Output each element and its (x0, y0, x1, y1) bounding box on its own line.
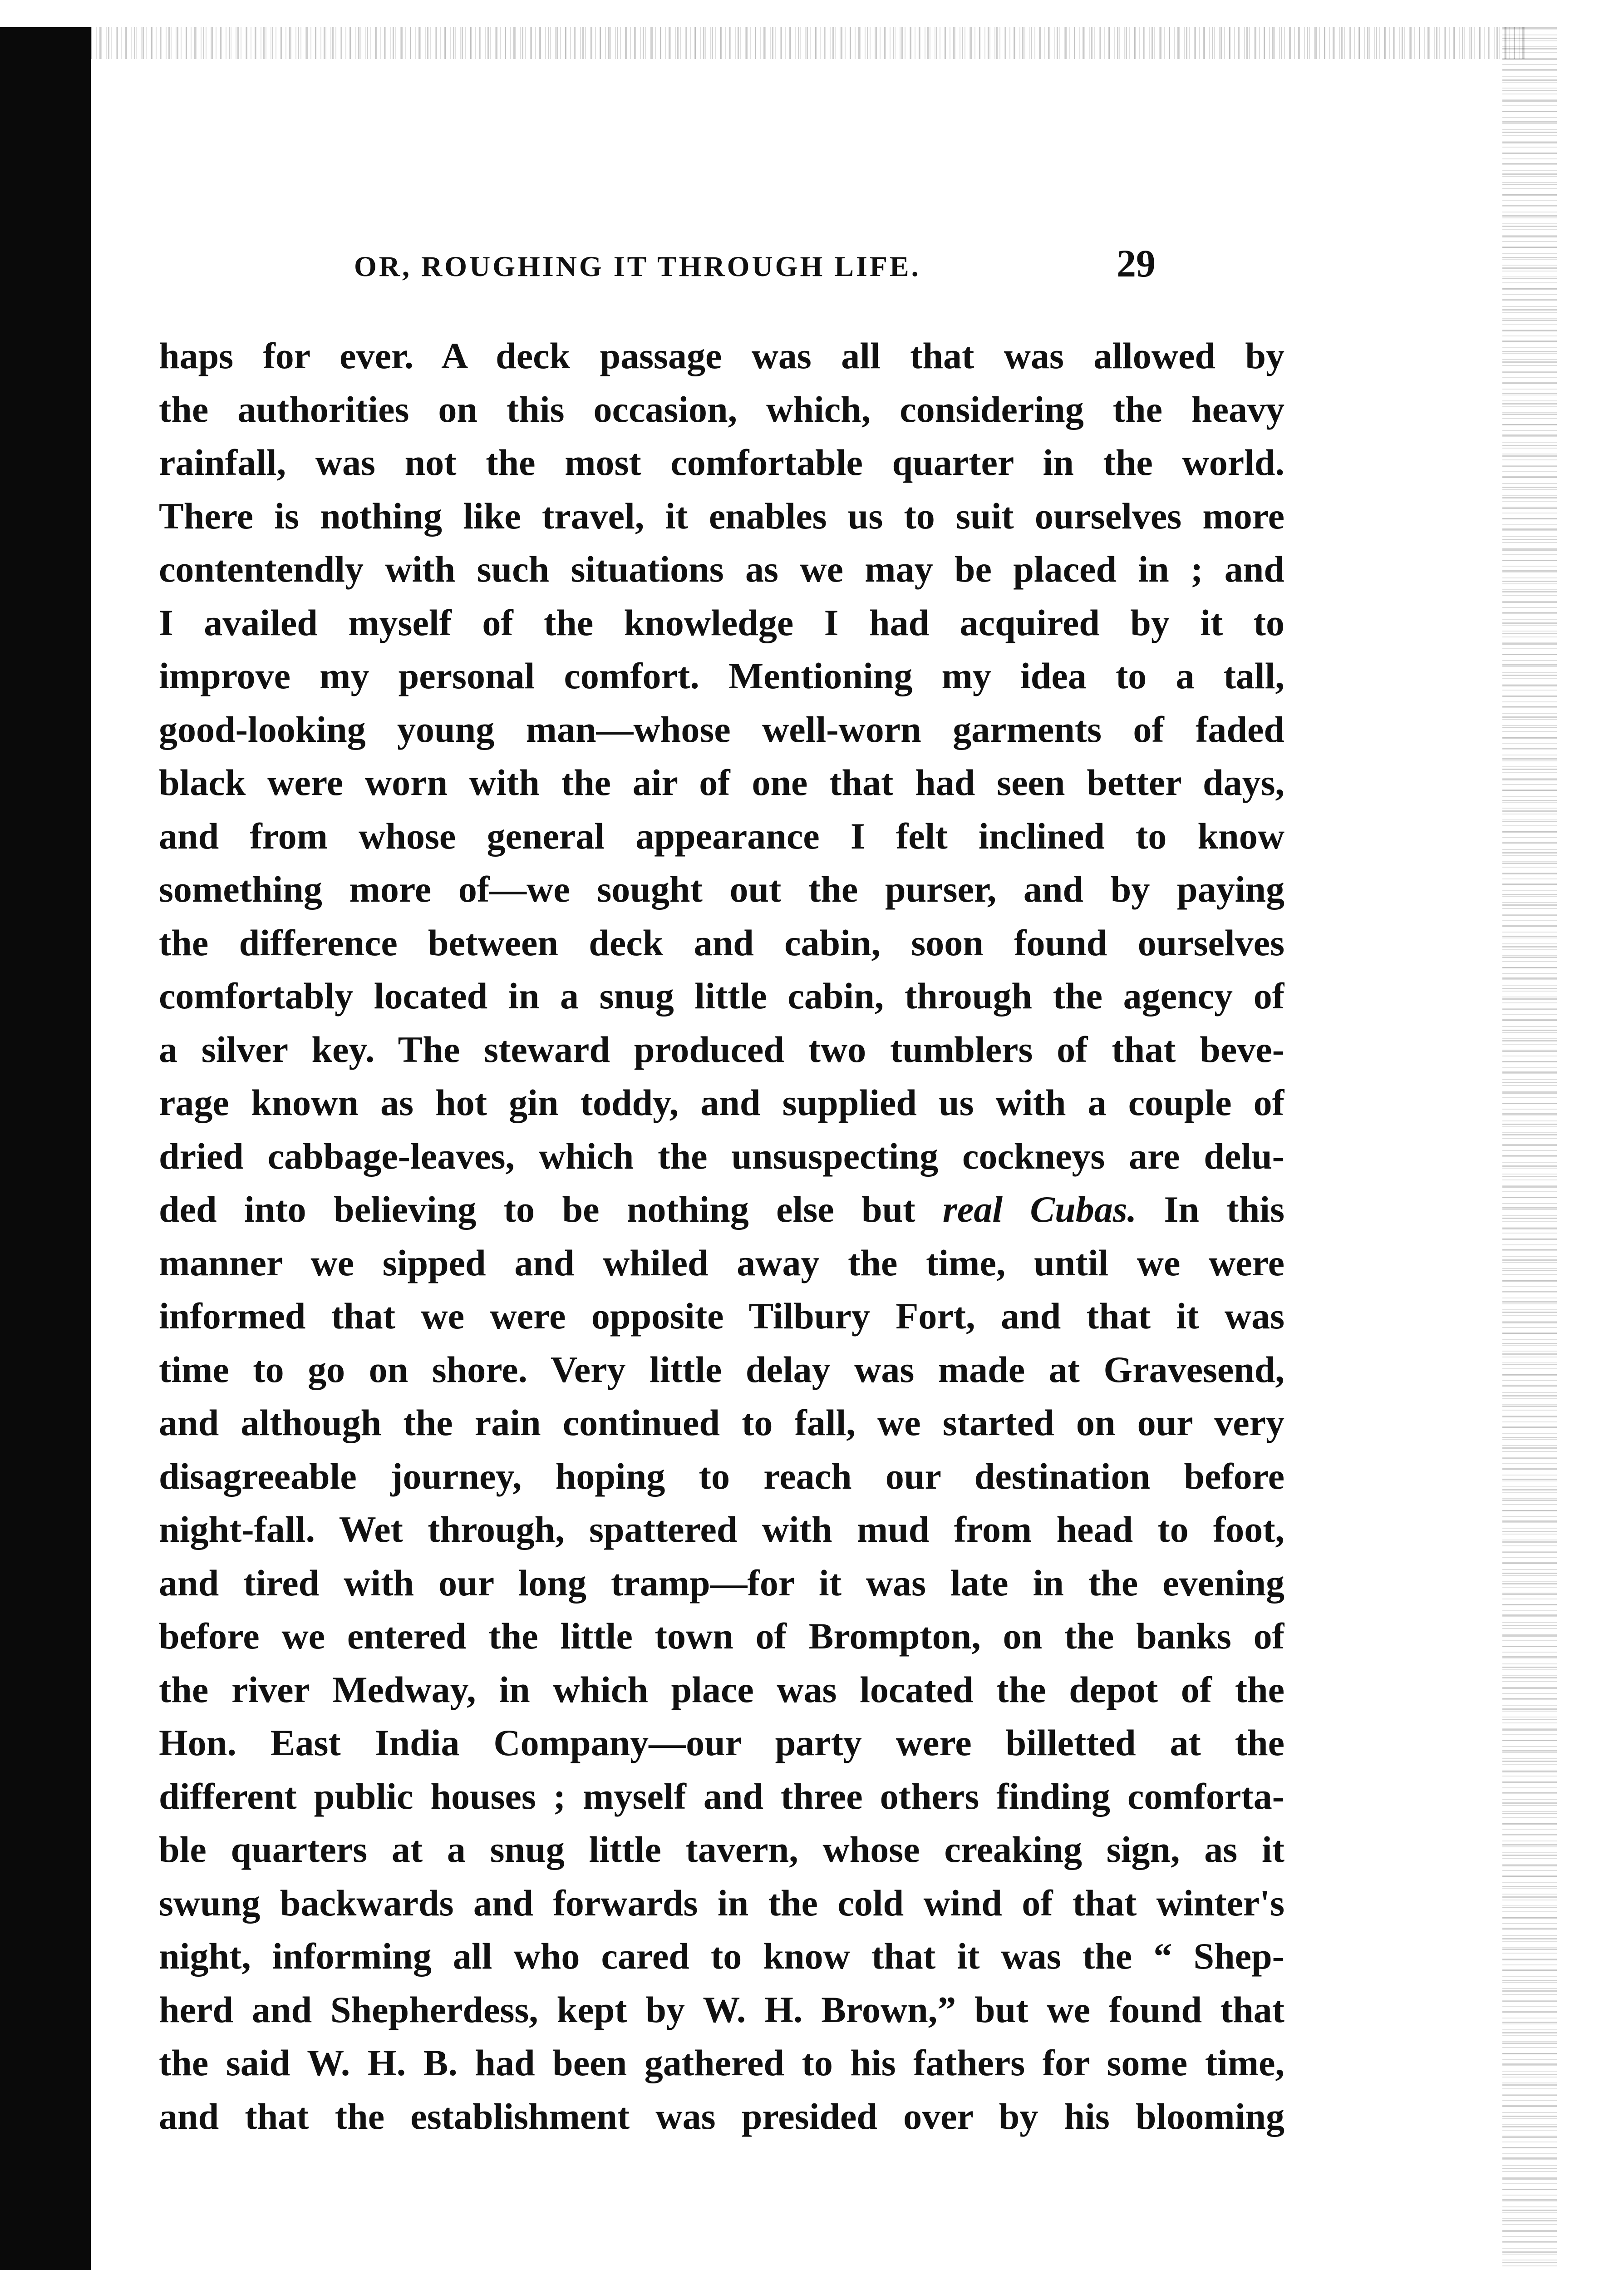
text-line: comfortably located in a snug little cabin, through the agency of (159, 975, 1284, 1017)
page-number: 29 (1117, 242, 1156, 285)
text-line: the authorities on this occasion, which, considering the heavy (159, 388, 1284, 430)
text-line: ble quarters at a snug little tavern, whose creaking sign, as it (159, 1829, 1284, 1870)
text-line: There is nothing like travel, it enables us to suit ourselves more (159, 495, 1284, 537)
text-line: a silver key. The steward produced two tumblers of that beve- (159, 1028, 1284, 1070)
italic-phrase: real Cubas. (942, 1189, 1137, 1230)
text-line: and although the rain continued to fall, we started on our very (159, 1402, 1284, 1443)
scan-binding-shadow (0, 27, 91, 2270)
scan-right-edge (1502, 27, 1557, 2270)
text-line: swung backwards and forwards in the cold wind of that winter's (159, 1882, 1284, 1924)
body-text (159, 329, 1284, 2143)
running-head (163, 241, 1289, 295)
text-line: herd and Shepherdess, kept by W. H. Brown,” but we found that (159, 1989, 1284, 2030)
text-line: Hon. East India Company—our party were billetted at the (159, 1722, 1284, 1763)
text-line: rage known as hot gin toddy, and supplied us with a couple of (159, 1082, 1284, 1123)
text-line: contentendly with such situations as we may be placed in ; and (159, 548, 1284, 590)
text-line: rainfall, was not the most comfortable quarter in the world. (159, 442, 1284, 483)
text-line: time to go on shore. Very little delay was made at Gravesend, (159, 1348, 1284, 1390)
text-line: I availed myself of the knowledge I had acquired by it to (159, 602, 1284, 643)
scan-top-edge (91, 27, 1525, 59)
text-line: night-fall. Wet through, spattered with mud from head to foot, (159, 1509, 1284, 1550)
text-line: good-looking young man—whose well-worn garments of faded (159, 708, 1284, 750)
text-line: haps for ever. A deck passage was all that was allowed by (159, 335, 1284, 376)
text-line: and that the establishment was presided over by his blooming (159, 2095, 1284, 2137)
text-line: something more of—we sought out the purser, and by paying (159, 869, 1284, 910)
text-line: before we entered the little town of Brompton, on the banks of (159, 1615, 1284, 1657)
text-line: dried cabbage-leaves, which the unsuspecting cockneys are delu- (159, 1135, 1284, 1177)
text-line-with-italic (159, 1183, 1284, 1236)
text-line-start: ded into believing to be nothing else but (159, 1189, 915, 1230)
running-title: OR, ROUGHING IT THROUGH LIFE. (354, 250, 921, 282)
text-line-tail: In this (1164, 1189, 1284, 1230)
text-line: black were worn with the air of one that had seen better days, (159, 762, 1284, 803)
text-line: night, informing all who cared to know that it was the “ Shep- (159, 1935, 1284, 1977)
text-line: different public houses ; myself and three others finding comforta- (159, 1775, 1284, 1817)
text-line: the river Medway, in which place was located the depot of the (159, 1668, 1284, 1710)
text-line: manner we sipped and whiled away the time, until we were (159, 1242, 1284, 1283)
text-line: and tired with our long tramp—for it was late in the evening (159, 1562, 1284, 1604)
text-line: the said W. H. B. had been gathered to his fathers for some time, (159, 2042, 1284, 2083)
text-line: improve my personal comfort. Mentioning my idea to a tall, (159, 655, 1284, 696)
text-line: disagreeable journey, hoping to reach our destination before (159, 1455, 1284, 1497)
text-line: and from whose general appearance I felt inclined to know (159, 815, 1284, 857)
text-line: informed that we were opposite Tilbury Fort, and that it was (159, 1295, 1284, 1337)
text-line: the difference between deck and cabin, soon found ourselves (159, 922, 1284, 963)
